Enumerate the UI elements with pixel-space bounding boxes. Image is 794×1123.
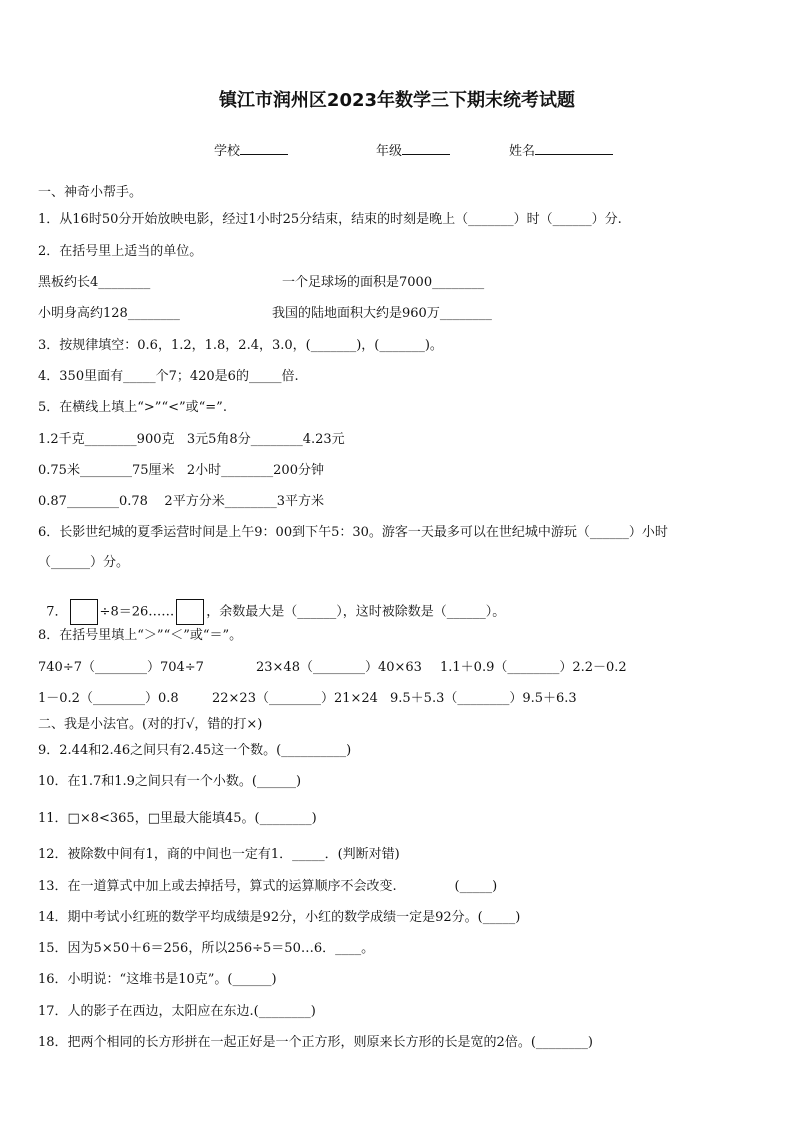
- question-12: 12．被除数中间有1，商的中间也一定有1．_____．(判断对错): [38, 847, 400, 862]
- name-blank[interactable]: [535, 141, 613, 155]
- question-13: 13．在一道算式中加上或去掉括号，算式的运算顺序不会改变. (_____): [38, 879, 498, 894]
- question-2-stem: 2．在括号里上适当的单位。: [38, 244, 203, 259]
- page-title: 镇江市润州区2023年数学三下期末统考试题: [218, 90, 576, 111]
- question-8-r2-b: 22×23（________）21×24: [212, 691, 378, 706]
- question-9: 9．2.44和2.46之间只有2.45这一个数。(__________): [38, 743, 352, 758]
- question-8-r1-c: 1.1＋0.9（________）2.2－0.2: [440, 660, 627, 675]
- name-field: [509, 140, 613, 159]
- question-14: 14．期中考试小红班的数学平均成绩是92分，小红的数学成绩一定是92分。(_____): [38, 910, 521, 925]
- question-16: 16．小明说：“这堆书是10克”。(______): [38, 972, 277, 987]
- dividend-box[interactable]: [70, 599, 98, 625]
- question-2-a: 黑板约长4________: [38, 275, 151, 290]
- question-5-stem: 5．在横线上填上“>”“<”或“=”.: [38, 400, 227, 415]
- question-18: 18．把两个相同的长方形拼在一起正好是一个正方形，则原来长方形的长是宽的2倍。(________): [38, 1035, 593, 1050]
- question-11: 11．□×8<365，□里最大能填45。(________): [38, 811, 317, 826]
- question-7-middle: ÷8＝26……: [99, 604, 175, 620]
- question-6-line-1: 6．长影世纪城的夏季运营时间是上午9：00到下午5：30。游客一天最多可以在世纪城中游玩（______）小时: [38, 525, 668, 540]
- question-7-rest: ，余数最大是（______），这时被除数是（______）。: [206, 604, 506, 620]
- question-15: 15．因为5×50＋6＝256，所以256÷5＝50…6．____。: [38, 941, 375, 956]
- question-2-b: 一个足球场的面积是7000________: [282, 275, 485, 290]
- question-4: 4．350里面有_____个7；420是6的_____倍.: [38, 369, 299, 384]
- question-8-r1-b: 23×48（________）40×63: [256, 660, 422, 675]
- question-5-row-1: 1.2千克________900克 3元5角8分________4.23元: [38, 432, 345, 447]
- question-1: 1．从16时50分开始放映电影，经过1小时25分结束，结束的时刻是晚上（_______）时（______）分.: [38, 212, 622, 227]
- question-3: 3．按规律填空：0.6，1.2，1.8，2.4，3.0，(_______)，(_______)。: [38, 338, 443, 353]
- question-2-d: 我国的陆地面积大约是960万________: [272, 306, 492, 321]
- question-7-number: 7．: [46, 604, 68, 620]
- question-7: [38, 584, 505, 625]
- school-field: [214, 140, 288, 159]
- grade-blank[interactable]: [402, 141, 450, 155]
- school-label: 学校: [214, 144, 241, 159]
- grade-field: [376, 140, 450, 159]
- question-8-r2-a: 1－0.2（________）0.8: [38, 691, 179, 706]
- question-5-row-2: 0.75米________75厘米 2小时________200分钟: [38, 463, 324, 478]
- question-8-r2-c: 9.5＋5.3（________）9.5＋6.3: [390, 691, 577, 706]
- question-8-r1-a: 740÷7（________）704÷7: [38, 660, 204, 675]
- grade-label: 年级: [376, 144, 403, 159]
- question-8-stem: 8．在括号里填上“＞”“＜”或“＝”。: [38, 628, 243, 643]
- section2-heading: 二、我是小法官。(对的打√，错的打×): [38, 717, 263, 732]
- name-label: 姓名: [509, 144, 536, 159]
- remainder-box[interactable]: [176, 599, 204, 625]
- question-2-c: 小明身高约128________: [38, 306, 180, 321]
- question-5-row-3: 0.87________0.78 2平方分米________3平方米: [38, 494, 324, 509]
- section1-heading: 一、神奇小帮手。: [38, 185, 143, 200]
- question-6-line-2: （______）分。: [38, 555, 130, 570]
- question-17: 17．人的影子在西边，太阳应在东边.(________): [38, 1004, 316, 1019]
- school-blank[interactable]: [240, 141, 288, 155]
- question-10: 10．在1.7和1.9之间只有一个小数。(______): [38, 774, 302, 789]
